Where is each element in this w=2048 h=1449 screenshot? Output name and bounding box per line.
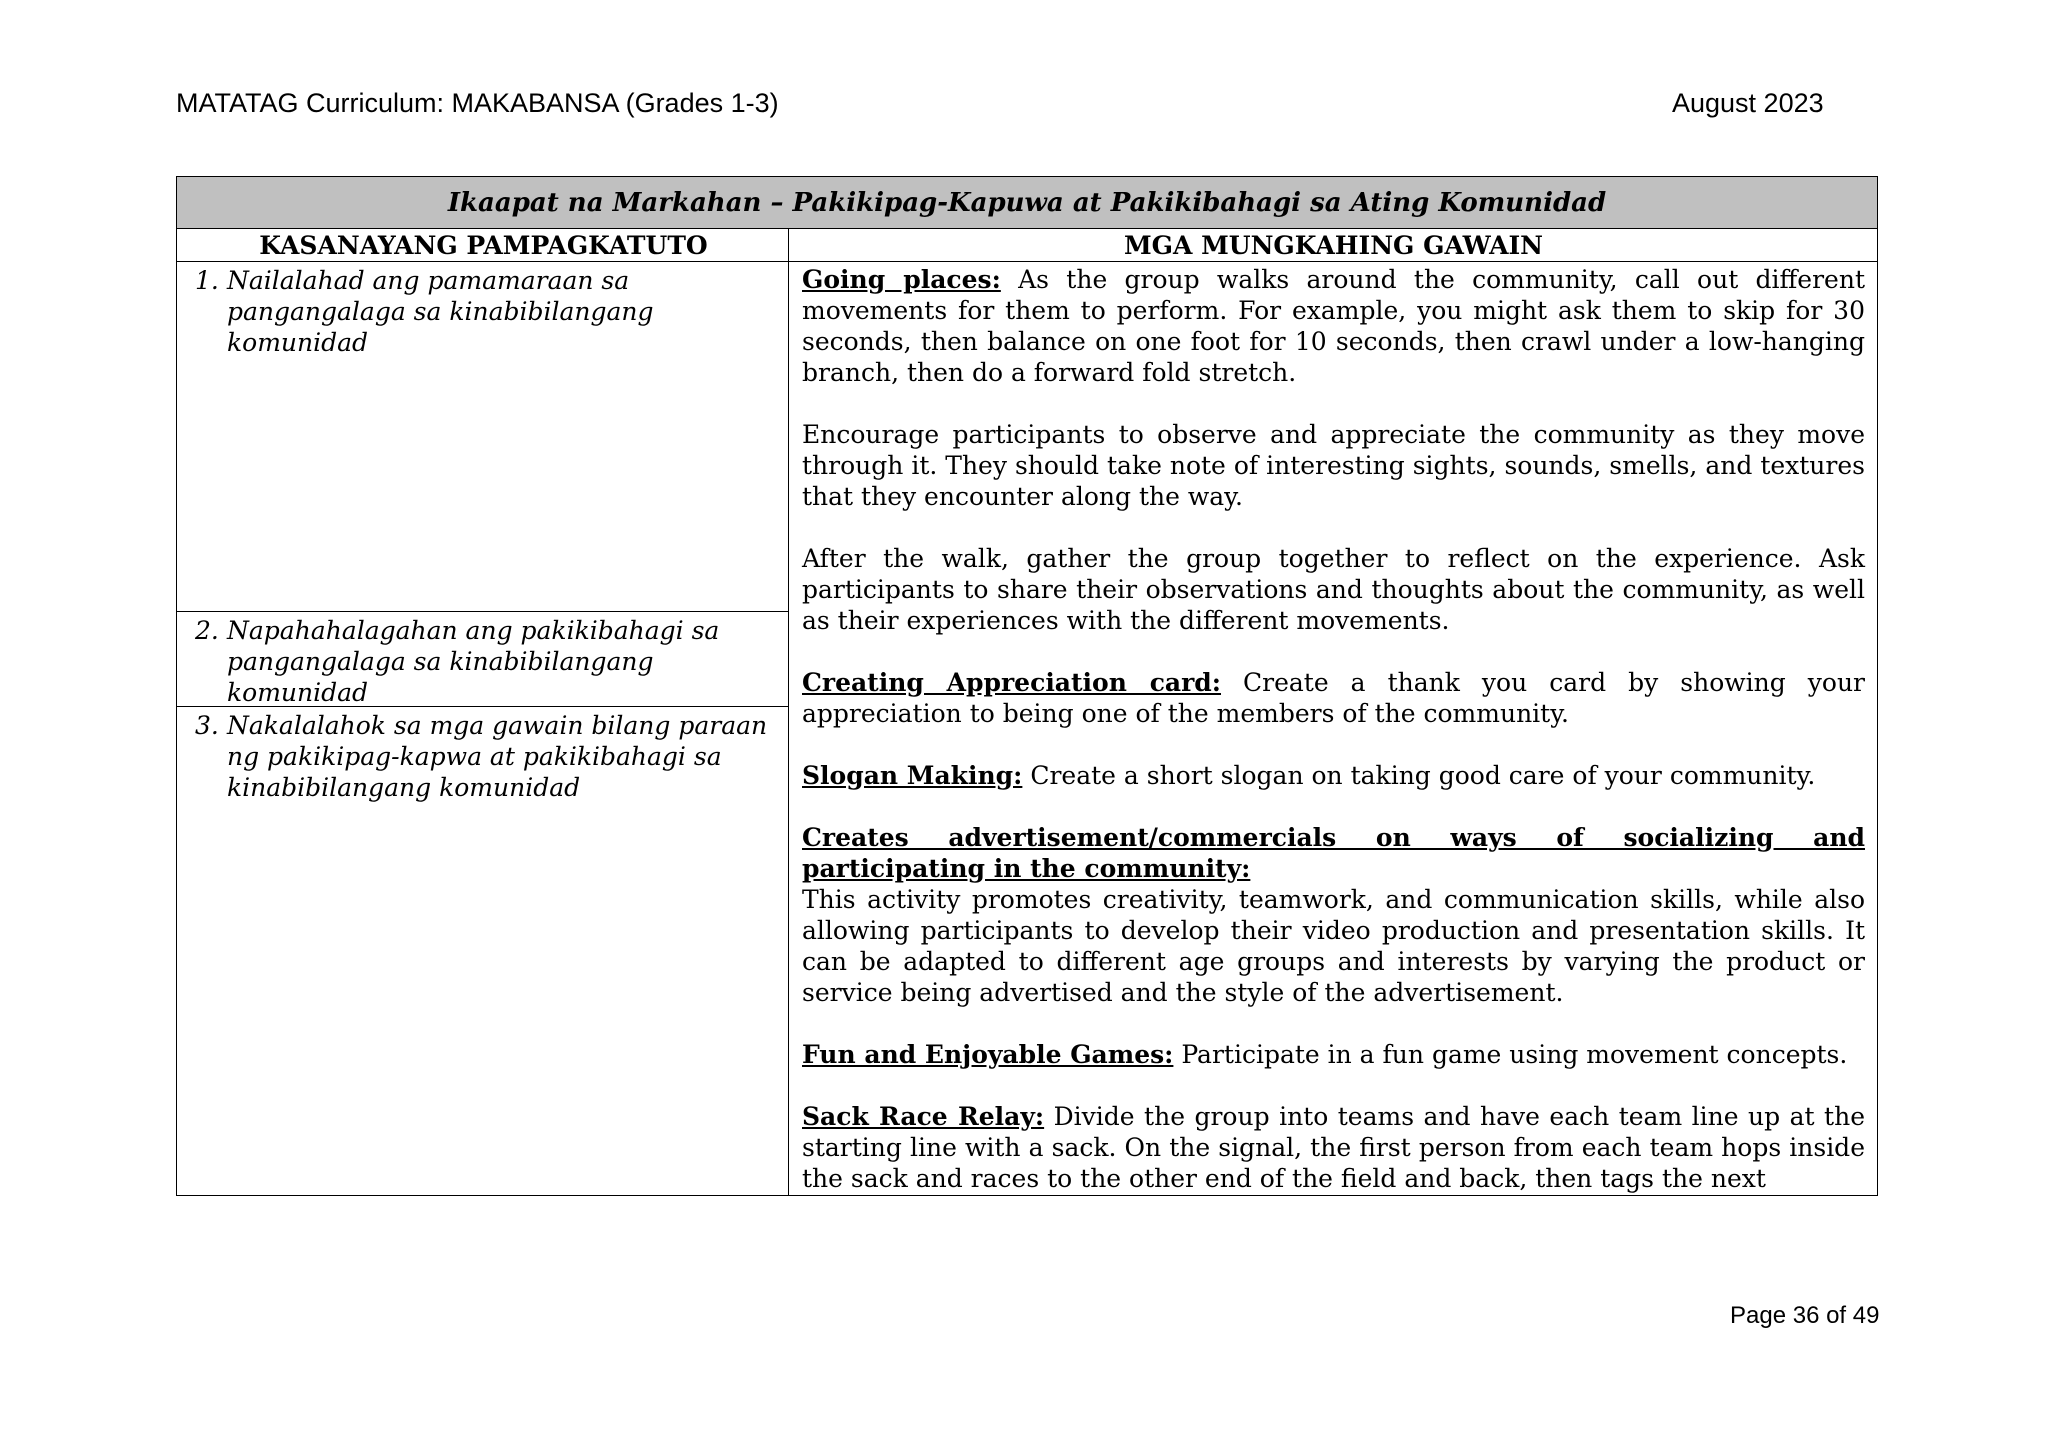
activity-going-places: [802, 264, 1865, 388]
activities-cell: [790, 262, 1877, 1194]
curriculum-table: [176, 176, 1878, 1196]
competency-cell-2: [177, 612, 789, 707]
activity-slogan-making: [802, 760, 1865, 791]
activity-advertisement: [802, 822, 1865, 1008]
activity-games: [802, 1039, 1865, 1070]
column-header-competencies: KASANAYANG PAMPAGKATUTO: [177, 229, 790, 262]
table-title: Ikaapat na Markahan – Pakikipag-Kapuwa at Pakikibahagi sa Ating Komunidad: [177, 177, 1877, 229]
activity-sack-race: [802, 1101, 1865, 1194]
competency-number: 2.: [195, 616, 219, 645]
activity-text: As the group walks around the community, call out different movements for them to perform. For example, you might ask them to skip for 30 seconds, then balance on one foot for 10 seconds, then crawl under a low-hanging branch, then do a forward fold stretch.: [802, 265, 1865, 387]
page-number: Page 36 of 49: [1730, 1302, 1880, 1329]
competency-number: 1.: [195, 266, 219, 295]
competency-text: Nakalalahok sa mga gawain bilang paraan ng pakikipag-kapwa at pakikibahagi sa kinabibilangang komunidad: [227, 711, 768, 802]
activity-title: Sack Race Relay:: [802, 1102, 1045, 1131]
document-header-title: MATATAG Curriculum: MAKABANSA (Grades 1-3): [176, 88, 779, 118]
activity-title: Fun and Enjoyable Games:: [802, 1040, 1174, 1069]
activity-text: This activity promotes creativity, teamwork, and communication skills, while also allowing participants to develop their video production and presentation skills. It can be adapted to different age groups and interests by varying the product or service being advertised and the style of the advertisement.: [802, 885, 1865, 1007]
activity-text: Divide the group into teams and have each team line up at the starting line with a sack. On the signal, the first person from each team hops inside the sack and races to the other end of the field and back, then tags the next: [802, 1102, 1866, 1193]
activity-text: Participate in a fun game using movement concepts.: [1173, 1040, 1848, 1069]
competency-number: 3.: [195, 711, 219, 740]
activity-title: Going places:: [802, 265, 1001, 294]
competency-cell-3: [177, 707, 789, 803]
activity-text: Create a thank you card by showing your appreciation to being one of the members of the community.: [802, 668, 1865, 728]
activity-appreciation-card: [802, 667, 1865, 729]
competency-cell-1: [177, 262, 789, 612]
competency-text: Nailalahad ang pamamaraan sa pangangalaga sa kinabibilangang komunidad: [227, 266, 654, 357]
activity-title: Creating Appreciation card:: [802, 668, 1221, 697]
activity-title: Slogan Making:: [802, 761, 1023, 790]
document-header-date: August 2023: [1672, 88, 1824, 118]
activity-text: Create a short slogan on taking good care of your community.: [1022, 761, 1816, 790]
activity-after-walk: After the walk, gather the group together to reflect on the experience. Ask participants to share their observations and thoughts about the community, as well as their experiences with the different movements.: [802, 544, 1865, 635]
activity-title: Creates advertisement/commercials on ways of socializing and participating in the community:: [802, 823, 1865, 883]
column-header-activities: MGA MUNGKAHING GAWAIN: [790, 229, 1877, 262]
activity-encourage: Encourage participants to observe and appreciate the community as they move through it. They should take note of interesting sights, sounds, smells, and textures that they encounter along the way.: [802, 420, 1865, 511]
competency-text: Napahahalagahan ang pakikibahagi sa pangangalaga sa kinabibilangang komunidad: [227, 616, 720, 707]
